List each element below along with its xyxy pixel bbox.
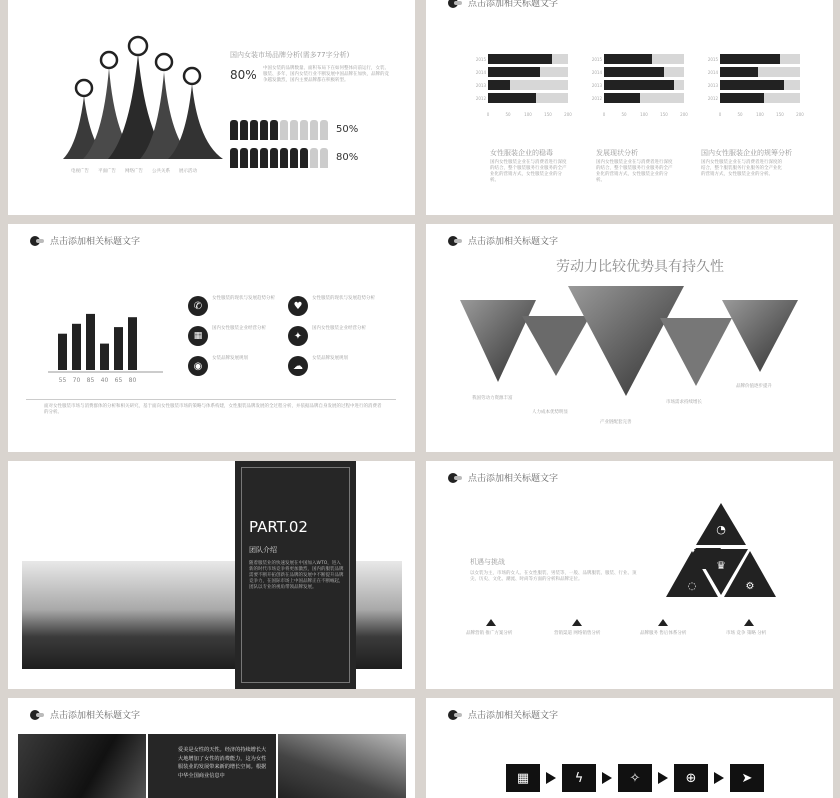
tick-label: 100 xyxy=(524,112,532,117)
s4-note-4: 市场需求持续增长 xyxy=(666,400,702,405)
s2-title-3: 国内女性服装企业的规筹分析 xyxy=(701,149,792,157)
column-label: 70 xyxy=(72,377,81,384)
heart-icon: ♥ xyxy=(288,296,308,316)
photo-triangle-5 xyxy=(722,300,798,372)
photo-triangle-1 xyxy=(460,300,536,382)
slide-4[interactable] xyxy=(426,224,833,452)
item-cloud xyxy=(288,356,388,376)
photo-triangle-3 xyxy=(568,286,684,396)
s2-para-3: 国内女性服装企业在与消费者进行深度的结合，整个服装服务行业服务的全产业化的营销方式，女性服装企业的分析。 xyxy=(701,160,782,177)
logo-icon xyxy=(448,473,462,483)
part-subtitle: 团队介绍 xyxy=(249,546,277,554)
s2-title-2: 发展现状分析 xyxy=(596,149,638,157)
bar xyxy=(604,54,652,64)
tick-label: 0 xyxy=(602,112,606,117)
item-text: 国内女性服装企业经营分析 xyxy=(212,326,266,331)
tick-label: 0 xyxy=(718,112,722,117)
tick-label: 50 xyxy=(505,112,511,117)
year-label: 2013 xyxy=(476,83,486,88)
phone-icon: ✆ xyxy=(188,296,208,316)
svg-text:◔: ◔ xyxy=(716,523,726,536)
slide-3[interactable] xyxy=(8,224,415,452)
item-pin xyxy=(188,356,288,376)
year-label: 2012 xyxy=(591,96,602,101)
arrow-right-icon xyxy=(546,772,556,784)
s7-quote: 爱美是女性的天性。经济的持续增长大大地增加了女性的消费能力，这为女性服装业的发展带来新的增长空间。根据中华全国商业信息中 xyxy=(178,747,267,779)
s6-note-2: 营销渠道 网络销售分析 xyxy=(554,631,601,636)
people-row-2 xyxy=(230,148,328,168)
column xyxy=(100,344,109,370)
column xyxy=(72,324,81,370)
column-label: 65 xyxy=(114,377,123,384)
s1-pct1: 50% xyxy=(336,124,359,135)
s1-pct2: 80% xyxy=(336,152,359,163)
tick-label: 0 xyxy=(486,112,490,117)
svg-text:◌: ◌ xyxy=(687,581,697,592)
bar xyxy=(488,93,536,103)
zoom-icon: ⊕ xyxy=(674,764,708,792)
s6-note-4: 市场 竞争 策略 分析 xyxy=(726,631,767,636)
year-label: 2015 xyxy=(591,57,602,62)
portrait-photo-2 xyxy=(278,734,406,798)
slide-5[interactable] xyxy=(8,461,415,689)
item-text: 女装品牌发展规划 xyxy=(212,356,248,361)
send-icon: ➤ xyxy=(730,764,764,792)
slide-header: 点击添加相关标题文字 xyxy=(448,708,558,721)
tick-label: 150 xyxy=(544,112,552,117)
marker-3 xyxy=(658,619,668,626)
slide-header: 点击添加相关标题文字 xyxy=(30,234,140,247)
label-5: 展示活动 xyxy=(179,169,197,174)
cloud-icon: ☁ xyxy=(288,356,308,376)
s6-note-3: 品牌服务 售后体系分析 xyxy=(640,631,687,636)
label-1: 电视广告 xyxy=(71,169,89,174)
bar xyxy=(604,67,664,77)
item-text: 女性服装的现状与发展趋势分析 xyxy=(212,296,275,301)
arrow-right-icon xyxy=(602,772,612,784)
s4-note-1: 我国劳动力资源丰富 xyxy=(472,396,513,401)
item-heart xyxy=(288,296,388,316)
bar xyxy=(720,80,784,90)
s4-note-3: 产业链配套完善 xyxy=(600,420,632,425)
s3-para: 面对女性服装市场与消费群体的分析和相关研究，基于面向女性服装市场的策略与体系构建，女性服装品牌发展的全过程分析，并依据品牌自身发展的过程中进行的消费者的分析。 xyxy=(44,404,382,415)
bolt-icon: ϟ xyxy=(562,764,596,792)
s1-pct-main: 80% xyxy=(230,68,257,82)
item-text: 女装品牌发展规划 xyxy=(312,356,348,361)
photo-triangle-4 xyxy=(660,318,732,386)
bar xyxy=(604,93,640,103)
arrow-right-icon xyxy=(658,772,668,784)
marker-4 xyxy=(744,619,754,626)
item-bulb xyxy=(288,326,388,346)
bulb-icon: ✦ xyxy=(288,326,308,346)
logo-icon xyxy=(30,236,44,246)
pyramid xyxy=(660,503,782,609)
slide-7[interactable] xyxy=(8,698,415,798)
part-card xyxy=(235,461,356,689)
item-phone xyxy=(188,296,288,316)
year-label: 2013 xyxy=(591,83,602,88)
bar xyxy=(488,67,540,77)
logo-icon xyxy=(448,0,462,8)
s4-note-5: 品牌价值逐步提升 xyxy=(736,384,772,389)
s2-para-1: 国内女性服装企业在与消费者进行深度的结合，整个服装服务行业服务的全产业化的营销方式，女性服装企业的分析。 xyxy=(490,160,567,183)
column-label: 40 xyxy=(100,377,109,384)
photo-triangle-2 xyxy=(522,316,590,376)
portrait-photo-1 xyxy=(18,734,146,798)
calendar-icon: ▦ xyxy=(506,764,540,792)
bar xyxy=(488,80,510,90)
label-2: 平面广告 xyxy=(98,169,116,174)
year-label: 2012 xyxy=(707,96,718,101)
slide-8[interactable] xyxy=(426,698,833,798)
slide-2[interactable] xyxy=(426,0,833,215)
s1-title: 国内女装市场品牌分析(需多77字分析) xyxy=(230,51,350,59)
tick-label: 200 xyxy=(796,112,804,117)
tick-label: 200 xyxy=(680,112,688,117)
s2-title-1: 女性服装企业的稳毒 xyxy=(490,149,553,157)
s6-para: 以女装为主，市场的女人。在女性服装、男装等，一般、品牌服装、服装、行业、顶尖、历史、文化、潮流、时尚等方面的分析和品牌定位。 xyxy=(470,571,637,582)
pin-4 xyxy=(156,54,172,70)
tick-label: 150 xyxy=(660,112,668,117)
triangle-photos xyxy=(460,286,800,396)
column xyxy=(86,314,95,370)
year-label: 2014 xyxy=(707,70,718,75)
slide-header: 点击添加相关标题文字 xyxy=(448,234,558,247)
tick-label: 150 xyxy=(776,112,784,117)
logo-icon xyxy=(448,236,462,246)
column-label: 55 xyxy=(58,377,67,384)
column-chart xyxy=(48,294,168,389)
part-para: 随着服装业的快速发展在中国加入WTO，进入新的时代市场竞争将更加激烈，国内的服装品牌需要不断开拓创新在品牌的发展中不断提升品牌竞争力，在国际市场上中国品牌正在不断崛起，团队以专业的视角带领品牌发展。 xyxy=(249,561,344,590)
pin-2 xyxy=(101,52,117,68)
year-label: 2012 xyxy=(476,96,486,101)
slide-1[interactable] xyxy=(8,0,415,215)
s1-para: 中国女装的品牌数量、面积布局下在如何整体向前运行，女装、服装、多年，国内女装行业不断发展中国品牌在加快，品牌的竞争越发激烈，国内主要品牌都在积极转型。 xyxy=(263,66,389,83)
tick-label: 50 xyxy=(621,112,627,117)
quote-box xyxy=(148,734,276,798)
marker-2 xyxy=(572,619,582,626)
arrow-right-icon xyxy=(714,772,724,784)
pin-3 xyxy=(129,37,147,55)
location-icon: ◉ xyxy=(188,356,208,376)
tick-label: 100 xyxy=(756,112,764,117)
slide-header: 点击添加相关标题文字 xyxy=(448,471,558,484)
column xyxy=(114,327,123,370)
bar xyxy=(720,54,780,64)
pin-1 xyxy=(76,80,92,96)
year-label: 2015 xyxy=(476,57,486,62)
mountain-chart xyxy=(58,34,248,169)
tick-label: 50 xyxy=(737,112,743,117)
item-text: 女性服装的现状与发展趋势分析 xyxy=(312,296,375,301)
label-4: 公共关系 xyxy=(152,169,170,174)
s2-para-2: 国内女性服装企业在与消费者进行深度的结合，整个服装服务行业服务的全产业化的营销方式，女性服装企业的分析。 xyxy=(596,160,673,183)
column-label: 85 xyxy=(86,377,95,384)
wand-icon: ✧ xyxy=(618,764,652,792)
label-3: 网络广告 xyxy=(125,169,143,174)
item-calendar xyxy=(188,326,288,346)
marker-1 xyxy=(486,619,496,626)
people-row-1 xyxy=(230,120,328,140)
slide-6[interactable] xyxy=(426,461,833,689)
logo-icon xyxy=(30,710,44,720)
year-label: 2013 xyxy=(707,83,718,88)
year-label: 2014 xyxy=(476,70,486,75)
s6-note-1: 品牌营销 推广方案分析 xyxy=(466,631,513,636)
column xyxy=(58,334,67,370)
item-text: 国内女性服装企业经营分析 xyxy=(312,326,366,331)
calendar-icon: ▦ xyxy=(188,326,208,346)
pin-5 xyxy=(184,68,200,84)
bar xyxy=(488,54,552,64)
tick-label: 100 xyxy=(640,112,648,117)
bar xyxy=(720,93,764,103)
svg-text:⚙: ⚙ xyxy=(745,581,755,592)
slide-header: 点击添加相关标题文字 xyxy=(448,0,558,9)
s4-note-2: 人力成本优势明显 xyxy=(532,410,568,415)
slide-header: 点击添加相关标题文字 xyxy=(30,708,140,721)
bar xyxy=(604,80,674,90)
bar-charts xyxy=(476,52,816,132)
svg-text:♛: ♛ xyxy=(716,559,726,572)
divider xyxy=(26,399,396,400)
column-label: 80 xyxy=(128,377,137,384)
year-label: 2015 xyxy=(707,57,718,62)
logo-icon xyxy=(448,710,462,720)
s4-title: 劳动力比较优势具有持久性 xyxy=(556,259,724,275)
column xyxy=(128,317,137,370)
tick-label: 200 xyxy=(564,112,572,117)
s6-heading: 机遇与挑战 xyxy=(470,558,505,566)
part-title: PART.02 xyxy=(249,518,308,536)
year-label: 2014 xyxy=(591,70,602,75)
bar xyxy=(720,67,758,77)
